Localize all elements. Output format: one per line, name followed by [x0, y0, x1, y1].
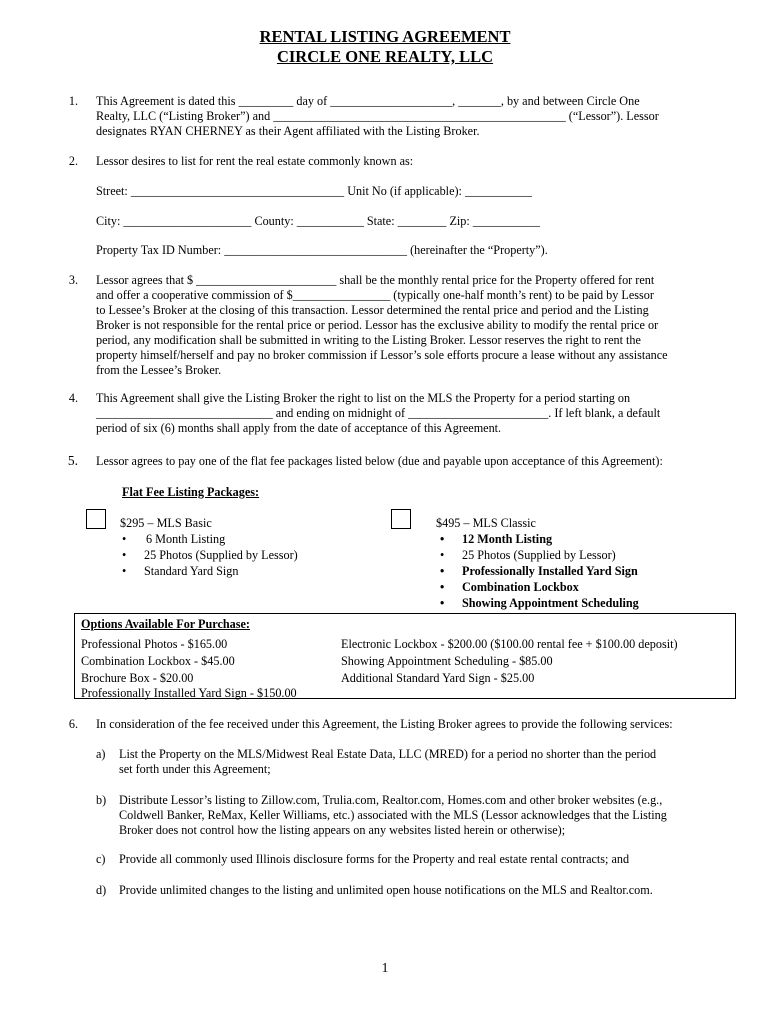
text-line: Lessor agrees that $ _______________________ shall be the monthly rental price for the Property offered for rent [96, 273, 655, 287]
tax-id-field[interactable]: Property Tax ID Number: ______________________________ (hereinafter the “Property”). [96, 243, 548, 257]
section-number: 6. [68, 717, 78, 731]
option-item: Showing Appointment Scheduling - $85.00 [341, 654, 553, 668]
option-item: Additional Standard Yard Sign - $25.00 [341, 671, 535, 685]
text-line: Coldwell Banker, ReMax, Keller Williams, etc.) associated with the MLS (Lessor acknowledges that the Listing [119, 808, 667, 822]
item-letter: a) [96, 747, 106, 761]
section-6-text: In consideration of the fee received under this Agreement, the Listing Broker agrees to provide the following services: [96, 717, 673, 731]
text-line: List the Property on the MLS/Midwest Real Estate Data, LLC (MRED) for a period no shorter than the period [119, 747, 657, 761]
text-line: This Agreement is dated this _________ day of ____________________, _______, by and between Circle One [96, 94, 640, 108]
list-item: • Showing Appointment Scheduling [438, 596, 639, 612]
text-line: Broker does not control how the listing appears on any websites listed herein or otherwise); [119, 823, 566, 837]
item-letter: d) [96, 883, 107, 897]
section-number: 2. [68, 154, 78, 168]
text-line: period of six (6) months shall apply from the date of acceptance of this Agreement. [96, 421, 502, 435]
options-heading: Options Available For Purchase: [81, 617, 250, 631]
option-item: Combination Lockbox - $45.00 [81, 654, 235, 668]
classic-package-title: $495 – MLS Classic [436, 516, 536, 530]
text-line: Distribute Lessor’s listing to Zillow.com, Trulia.com, Realtor.com, Homes.com and other broker websites (e.g., [119, 793, 663, 807]
basic-package-title: $295 – MLS Basic [120, 516, 212, 530]
section-5-text: Lessor agrees to pay one of the flat fee packages listed below (due and payable upon acceptance of this Agreement): [96, 454, 663, 468]
list-item: • 25 Photos (Supplied by Lessor) [120, 548, 298, 564]
packages-heading: Flat Fee Listing Packages: [122, 485, 260, 499]
item-letter: b) [96, 793, 107, 807]
list-item: • Professionally Installed Yard Sign [438, 564, 639, 580]
section-4-text [96, 391, 680, 436]
item-letter: c) [96, 852, 106, 866]
section-3-text [96, 273, 680, 378]
street-field[interactable]: Street: ___________________________________ Unit No (if applicable): ___________ [96, 184, 532, 198]
text-line: Realty, LLC (“Listing Broker”) and ________________________________________________ (“Lessor”). Lessor [96, 109, 659, 123]
text-line: designates RYAN CHERNEY as their Agent affiliated with the Listing Broker. [96, 124, 480, 138]
list-item: • Standard Yard Sign [120, 564, 298, 580]
service-a [119, 747, 680, 777]
text-line: This Agreement shall give the Listing Broker the right to list on the MLS the Property for a period starting on [96, 391, 631, 405]
list-item: • 25 Photos (Supplied by Lessor) [438, 548, 639, 564]
text-line: property himself/herself and pay no broker commission if Lessor’s sole efforts procure a lease without any assistance [96, 348, 668, 362]
service-c: Provide all commonly used Illinois disclosure forms for the Property and real estate rental contracts; and [119, 852, 630, 866]
list-item: • 12 Month Listing [438, 532, 639, 548]
text-line: Broker is not responsible for the rental price or period. Lessor has the exclusive ability to modify the rental price or [96, 318, 659, 332]
option-item: Electronic Lockbox - $200.00 ($100.00 rental fee + $100.00 deposit) [341, 637, 678, 651]
list-item: • Combination Lockbox [438, 580, 639, 596]
section-1-text [96, 94, 680, 139]
title-line-2: CIRCLE ONE REALTY, LLC [276, 47, 494, 66]
page-number: 1 [381, 960, 389, 975]
basic-package-list [120, 532, 298, 580]
section-number: 5. [67, 453, 78, 468]
text-line: to Lessee’s Broker at the closing of this transaction. Lessor determined the rental price and period and the Listing [96, 303, 649, 317]
section-number: 3. [68, 273, 78, 287]
section-number: 1. [68, 94, 78, 108]
option-item: Professional Photos - $165.00 [81, 637, 228, 651]
text-line: and offer a cooperative commission of $________________ (typically one-half month’s rent) to be paid by Lessor [96, 288, 654, 302]
list-item: • 6 Month Listing [120, 532, 298, 548]
text-line: from the Lessee’s Broker. [96, 363, 222, 377]
classic-package-list [438, 532, 639, 612]
basic-package-checkbox[interactable] [86, 509, 106, 529]
option-item: Professionally Installed Yard Sign - $150.00 [81, 686, 297, 700]
title-line-1: RENTAL LISTING AGREEMENT [259, 27, 511, 46]
text-line: _____________________________ and ending on midnight of _______________________. If left blank, a default [96, 406, 661, 420]
text-line: set forth under this Agreement; [119, 762, 271, 776]
service-d: Provide unlimited changes to the listing and unlimited open house notifications on the MLS and Realtor.com. [119, 883, 653, 897]
city-field[interactable]: City: _____________________ County: ___________ State: ________ Zip: ___________ [96, 214, 540, 228]
section-2-intro: Lessor desires to list for rent the real estate commonly known as: [96, 154, 414, 168]
section-number: 4. [68, 391, 78, 405]
text-line: period, any modification shall be submitted in writing to the Listing Broker. Lessor reserves the right to rent the [96, 333, 641, 347]
classic-package-checkbox[interactable] [391, 509, 411, 529]
service-b [119, 793, 680, 838]
option-item: Brochure Box - $20.00 [81, 671, 194, 685]
